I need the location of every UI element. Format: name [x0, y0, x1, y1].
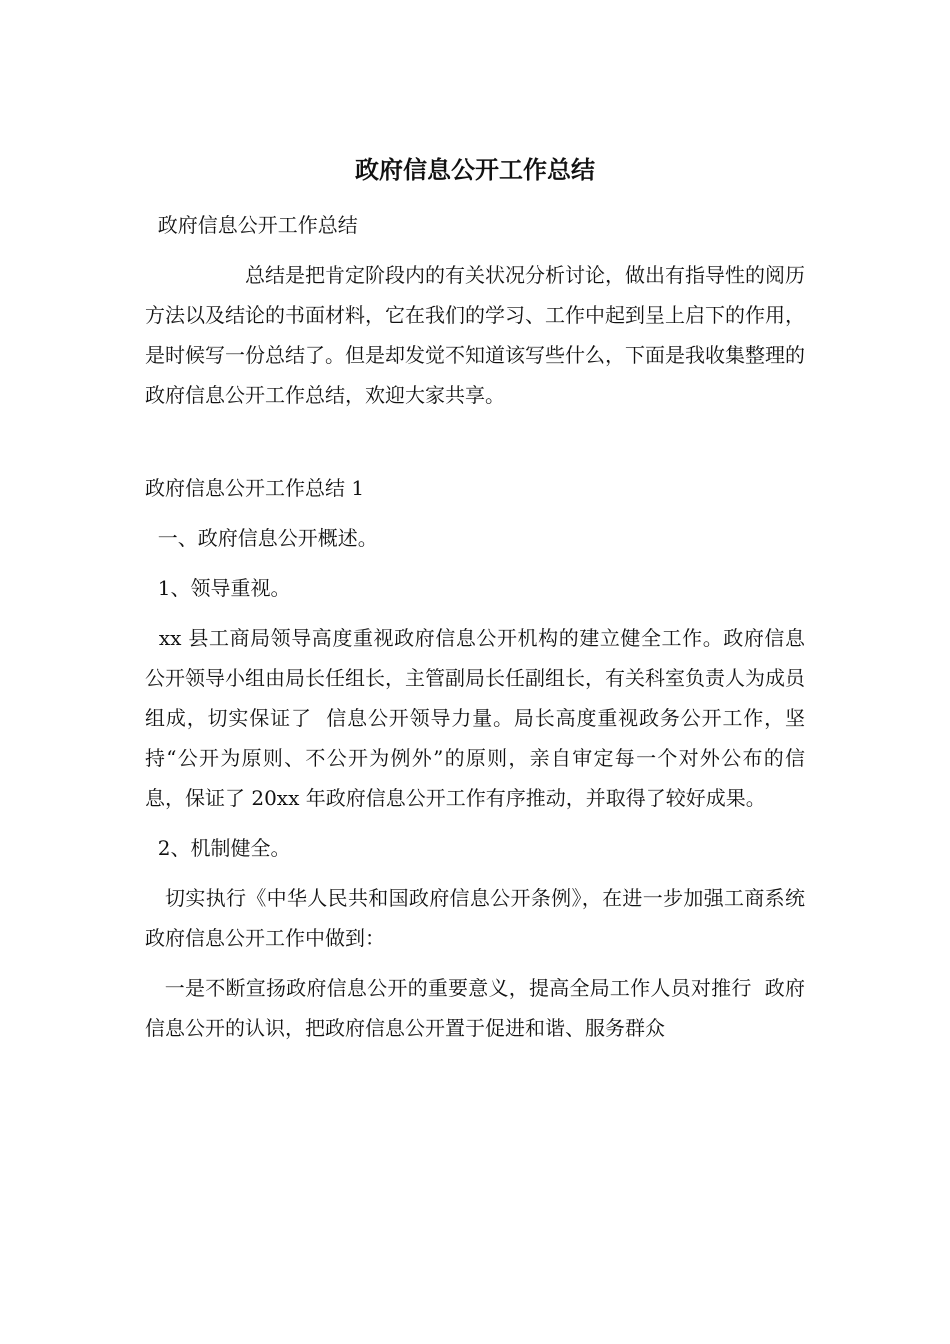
subtitle-line: 政府信息公开工作总结 — [145, 213, 358, 237]
document-title: 政府信息公开工作总结 — [355, 156, 595, 184]
paragraph-leadership: xx 县工商局领导高度重视政府信息公开机构的建立健全工作。政府信息公开领导小组由局长任组长，主管副局长任副组长，有关科室负责人为成员组成，切实保证了 信息公开领导力量。局长高度重视政务公开工作，坚持“公开为原则、不公开为例外”的原则，亲自审定每一个对外公布的信息，保证了 20xx 年政府信息公开工作有序推动，并取得了较好成果。 — [145, 626, 806, 810]
heading-mechanism: 2、机制健全。 — [145, 836, 291, 860]
heading-overview: 一、政府信息公开概述。 — [145, 526, 378, 550]
heading-leadership: 1、领导重视。 — [145, 576, 291, 600]
document-body — [145, 205, 805, 1058]
paragraph-first-point: 一是不断宣扬政府信息公开的重要意义，提高全局工作人员对推行 政府信息公开的认识，把政府信息公开置于促进和谐、服务群众 — [145, 976, 805, 1040]
section-heading: 政府信息公开工作总结 1 — [145, 476, 365, 500]
paragraph-mechanism: 切实执行《中华人民共和国政府信息公开条例》，在进一步加强工商系统政府信息公开工作中做到： — [145, 886, 806, 950]
intro-paragraph: 总结是把肯定阶段内的有关状况分析讨论，做出有指导性的阅历方法以及结论的书面材料，它在我们的学习、工作中起到呈上启下的作用，是时候写一份总结了。但是却发觉不知道该写些什么，下面是我收集整理的政府信息公开工作总结，欢迎大家共享。 — [145, 263, 805, 407]
